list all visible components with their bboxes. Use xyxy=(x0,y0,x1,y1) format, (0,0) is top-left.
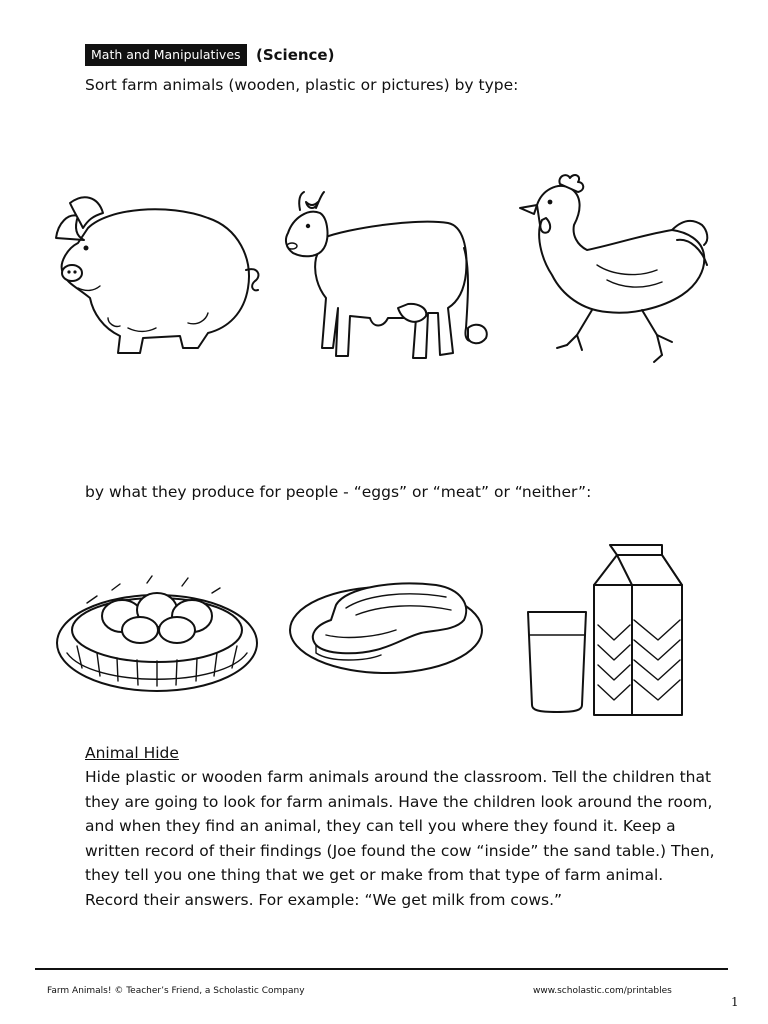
sort-by-type-instruction: Sort farm animals (wooden, plastic or pictures) by type: xyxy=(85,76,519,94)
activity-body: Hide plastic or wooden farm animals around the classroom. Tell the children that they are going to look for farm animals. Have the children look around the room, and when they find an animal, they can tell you where they found it. Keep a written record of their findings (Joe found the cow “inside” the sand table.) Then, they tell you one thing that we get or make from that type of farm animal. Record their answers. For example: “We get milk from cows.” xyxy=(85,768,715,909)
category-tag: Math and Manipulatives xyxy=(85,44,247,66)
footer-url[interactable]: www.scholastic.com/printables xyxy=(533,986,672,996)
steak-plate-icon xyxy=(286,575,486,680)
milk-glass-carton-icon xyxy=(522,540,692,720)
cow-icon xyxy=(278,188,493,366)
sort-by-product-instruction: by what they produce for people - “eggs” or “meat” or “neither”: xyxy=(85,483,592,501)
pig-icon xyxy=(48,188,263,358)
page-number: 1 xyxy=(731,995,739,1009)
activity-title: Animal Hide xyxy=(85,744,179,762)
footer-credit: Farm Animals! © Teacher’s Friend, a Scholastic Company xyxy=(47,986,305,996)
egg-nest-icon xyxy=(52,568,262,698)
footer-divider xyxy=(35,968,728,970)
chicken-icon xyxy=(512,170,717,370)
subject-label: (Science) xyxy=(256,46,335,64)
